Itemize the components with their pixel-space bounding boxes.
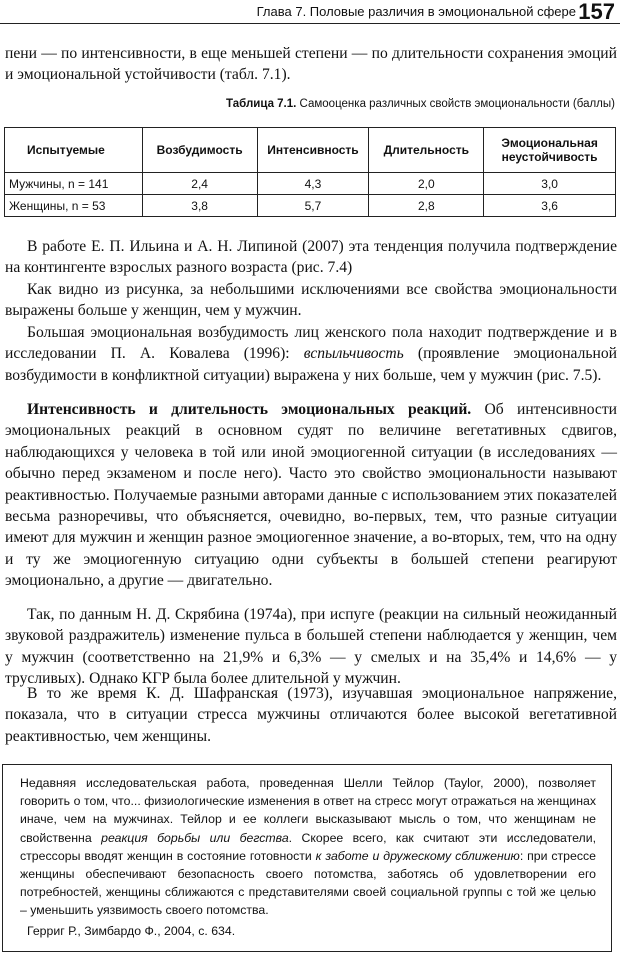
table-caption-text: Самооценка различных свойств эмоциональности (баллы) <box>299 98 615 110</box>
header-intensity: Интенсивность <box>257 128 369 173</box>
quote-part-2: . Скорее всего, как считают эти исследователи, стрессоры вводят женщин в состояние готовности <box>20 830 597 863</box>
chapter-title: Глава 7. Половые различия в эмоциональной сфере <box>256 4 576 19</box>
paragraph-shafranskaya: В то же время К. Д. Шафранская (1973), изучавшая эмоциональное напряжение, показала, что в ситуации стресса мужчины отличаются более высокой вегетативной реактивностью, чем женщины. <box>5 685 617 745</box>
table-cell: 2,8 <box>369 195 484 217</box>
table-cell: 3,8 <box>142 195 257 217</box>
table-cell: 2,0 <box>369 173 484 195</box>
page-number: 157 <box>578 0 615 24</box>
header-rule <box>0 23 620 24</box>
table-row <box>5 195 616 217</box>
header-duration: Длительность <box>369 128 484 173</box>
table-cell: 4,3 <box>257 173 369 195</box>
table-cell: 5,7 <box>257 195 369 217</box>
paragraph-figure: Как видно из рисунка, за небольшими исключениями все свойства эмоциональности выражены больше у женщин, чем у мужчин. <box>5 281 617 320</box>
p3-text-end: (проявление эмоциональной возбудимости в конфликтной ситуации) выражена у них больше, чем у мужчин (рис. 7.5). <box>5 345 617 384</box>
running-header <box>0 0 620 24</box>
table-row <box>5 173 616 195</box>
p3-italic-term: вспыльчивость <box>303 345 404 363</box>
quote-part-3: : при стрессе женщины обеспечивают безопасность своего потомства, заботясь об удовлетворении его потребностей, женщины сближаются с представителями своей социальной группы с той же целью – уменьшить уязвимость своего потомства. <box>20 848 596 918</box>
quote-reference: Герриг Р., Зимбардо Ф., 2004, с. 634. <box>27 924 236 938</box>
table-cell: 3,0 <box>484 173 616 195</box>
header-instability: Эмоциональная неустойчивость <box>484 128 616 173</box>
table-caption <box>226 98 615 110</box>
table-cell: 2,4 <box>142 173 257 195</box>
intro-paragraph: пени — по интенсивности, в еще меньшей степени — по длительности сохранения эмоций и эмоциональной устойчивости (табл. 7.1). <box>5 45 617 84</box>
paragraph-ilin: В работе Е. П. Ильина и А. Н. Липиной (2007) эта тенденция получила подтверждение на контингенте взрослых разного возраста (рис. 7.4) <box>5 238 617 277</box>
quote-text <box>20 774 596 920</box>
row-label: Мужчины, n = 141 <box>5 173 143 195</box>
row-label: Женщины, n = 53 <box>5 195 143 217</box>
paragraph-scriabin: Так, по данным Н. Д. Скрябина (1974а), при испуге (реакции на сильный неожиданный звуковой раздражитель) изменение пульса в большей степени наблюдается у женщин, чем у мужчин (соответственно на 21,9% и 6,3% — у смелых и на 35,4% и 14,6% — у трусливых). Однако КГР была более длительной у мужчин. <box>5 606 617 688</box>
header-excitability: Возбудимость <box>142 128 257 173</box>
table-caption-label: Таблица 7.1. <box>226 98 297 110</box>
quote-part-1: Недавняя исследовательская работа, проведенная Шелли Тейлор (Taylor, 2000), позволяет говорить о том, что... физиологические изменения в ответ на стресс могут отражаться на женщинах иначе, чем на мужчинах. Тейлор и ее коллеги высказывают мысль о том, что женщинам не свойственна <box>20 776 596 845</box>
table-cell: 3,6 <box>484 195 616 217</box>
emotionality-table <box>4 127 616 217</box>
paragraph-kovalev <box>5 322 617 386</box>
table-header-row <box>5 128 616 173</box>
quote-italic-2: к заботе и дружескому сближению <box>315 848 520 863</box>
header-subjects: Испытуемые <box>5 128 143 173</box>
paragraph-intensity <box>5 399 617 592</box>
quote-italic-1: реакция борьбы или бегства <box>101 830 289 845</box>
section-heading: Интенсивность и длительность эмоциональных реакций. <box>27 401 472 418</box>
p4-text: Об интенсивности эмоциональных реакций в основном судят по величине вегетативных сдвигов, наблюдающихся у человека в той или иной эмоциогенной ситуации (в исследованиях — обычно перед экзаменом и после него). Часто это свойство эмоциональности называют реактивностью. Получаемые разными авторами данные с использованием этих показателей весьма разноречивы, что объясняется, очевидно, во-первых, тем, что разные ситуации имеют для мужчин и женщин разное эмоциогенное значение, а во-вторых, тем, что на одну и ту же эмоциогенную ситуацию одни субъекты в большей степени реагируют эмоционально, а другие — двигательно. <box>5 401 617 590</box>
p3-text-start: Большая эмоциональная возбудимость лиц женского пола находит подтверждение и в исследовании П. А. Ковалева (1996): <box>5 324 617 363</box>
